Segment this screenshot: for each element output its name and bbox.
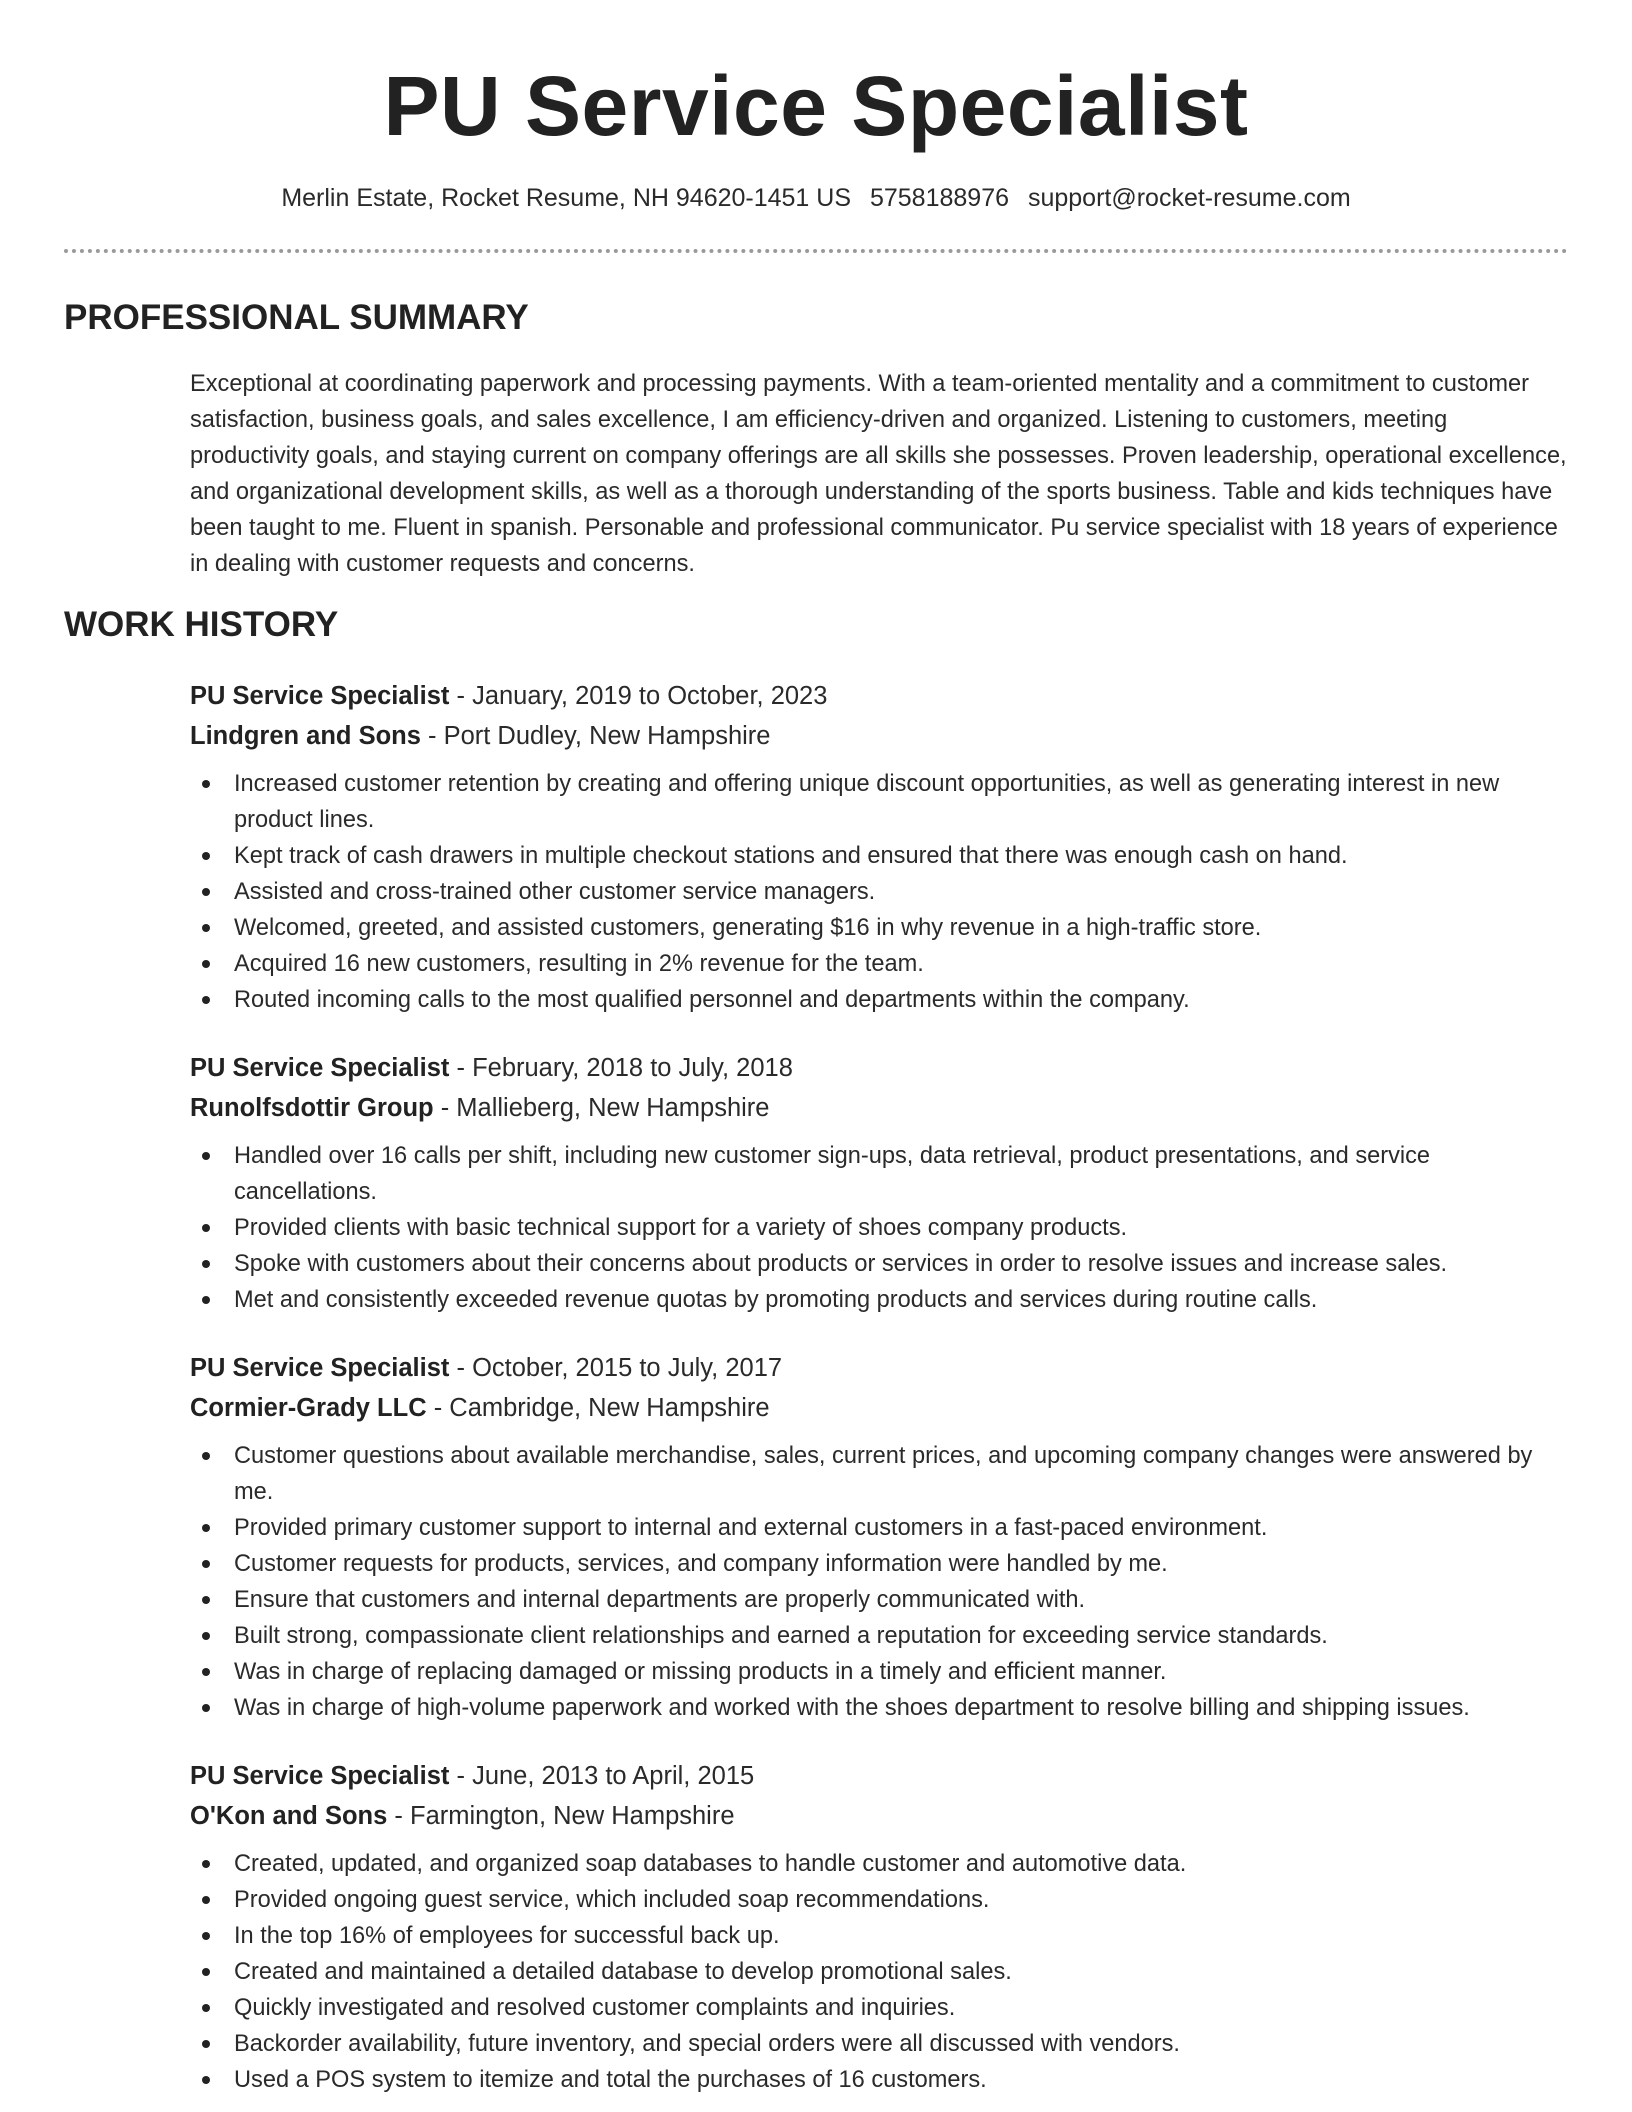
job-dates: - October, 2015 to July, 2017 bbox=[449, 1354, 783, 1382]
work-history-heading: WORK HISTORY bbox=[64, 605, 339, 644]
job-dates: - February, 2018 to July, 2018 bbox=[449, 1054, 793, 1082]
contact-address: Merlin Estate, Rocket Resume, NH 94620-1451 US bbox=[281, 184, 852, 212]
resume-page bbox=[64, 0, 1568, 2093]
job-bullet: In the top 16% of employees for successful back up. bbox=[190, 1918, 1570, 1954]
job-company: O'Kon and Sons bbox=[190, 1802, 388, 1830]
contact-line bbox=[64, 181, 1568, 215]
job-bullet: Increased customer retention by creating and offering unique discount opportunities, as well as generating interest in new product lines. bbox=[190, 766, 1570, 838]
summary-heading: PROFESSIONAL SUMMARY bbox=[64, 298, 529, 337]
job-bullet: Used a POS system to itemize and total the purchases of 16 customers. bbox=[190, 2062, 1570, 2098]
job-bullet-list bbox=[190, 1138, 1570, 1318]
job-role: PU Service Specialist bbox=[190, 1054, 450, 1082]
job-company-line bbox=[190, 1388, 1570, 1428]
job-bullet: Quickly investigated and resolved customer complaints and inquiries. bbox=[190, 1990, 1570, 2026]
job-bullet: Customer questions about available merchandise, sales, current prices, and upcoming company changes were answered by me. bbox=[190, 1438, 1570, 1510]
job-company: Lindgren and Sons bbox=[190, 722, 421, 750]
job-role: PU Service Specialist bbox=[190, 1354, 450, 1382]
job-bullet: Met and consistently exceeded revenue quotas by promoting products and services during routine calls. bbox=[190, 1282, 1570, 1318]
job-bullet: Welcomed, greeted, and assisted customers, generating $16 in why revenue in a high-traffic store. bbox=[190, 910, 1570, 946]
work-history-list bbox=[190, 676, 1570, 2112]
job-entry bbox=[190, 1756, 1570, 2098]
job-company-line bbox=[190, 1088, 1570, 1128]
job-company: Cormier-Grady LLC bbox=[190, 1394, 427, 1422]
job-bullet: Created and maintained a detailed database to develop promotional sales. bbox=[190, 1954, 1570, 1990]
job-bullet: Provided ongoing guest service, which included soap recommendations. bbox=[190, 1882, 1570, 1918]
job-bullet: Built strong, compassionate client relationships and earned a reputation for exceeding service standards. bbox=[190, 1618, 1570, 1654]
job-bullet-list bbox=[190, 766, 1570, 1018]
job-entry bbox=[190, 1348, 1570, 1726]
contact-email: support@rocket-resume.com bbox=[1027, 184, 1351, 212]
job-bullet: Assisted and cross-trained other customer service managers. bbox=[190, 874, 1570, 910]
job-bullet: Created, updated, and organized soap databases to handle customer and automotive data. bbox=[190, 1846, 1570, 1882]
job-bullet: Ensure that customers and internal departments are properly communicated with. bbox=[190, 1582, 1570, 1618]
job-bullet-list bbox=[190, 1846, 1570, 2098]
job-bullet: Kept track of cash drawers in multiple checkout stations and ensured that there was enough cash on hand. bbox=[190, 838, 1570, 874]
job-company-line bbox=[190, 1796, 1570, 1836]
job-location: - Port Dudley, New Hampshire bbox=[420, 722, 771, 750]
job-title-line bbox=[190, 1048, 1570, 1088]
job-dates: - June, 2013 to April, 2015 bbox=[449, 1762, 755, 1790]
job-location: - Farmington, New Hampshire bbox=[387, 1802, 735, 1830]
job-company: Runolfsdottir Group bbox=[190, 1094, 434, 1122]
header-divider bbox=[64, 249, 1568, 253]
job-role: PU Service Specialist bbox=[190, 1762, 450, 1790]
job-bullet: Customer requests for products, services, and company information were handled by me. bbox=[190, 1546, 1570, 1582]
job-bullet: Was in charge of replacing damaged or missing products in a timely and efficient manner. bbox=[190, 1654, 1570, 1690]
job-bullet: Acquired 16 new customers, resulting in 2% revenue for the team. bbox=[190, 946, 1570, 982]
job-bullet: Routed incoming calls to the most qualified personnel and departments within the company. bbox=[190, 982, 1570, 1018]
job-bullet: Provided primary customer support to internal and external customers in a fast-paced environment. bbox=[190, 1510, 1570, 1546]
job-title-line bbox=[190, 1348, 1570, 1388]
job-dates: - January, 2019 to October, 2023 bbox=[449, 682, 828, 710]
job-bullet: Handled over 16 calls per shift, including new customer sign-ups, data retrieval, product presentations, and service cancellations. bbox=[190, 1138, 1570, 1210]
job-company-line bbox=[190, 716, 1570, 756]
job-bullet: Provided clients with basic technical support for a variety of shoes company products. bbox=[190, 1210, 1570, 1246]
job-location: - Cambridge, New Hampshire bbox=[426, 1394, 770, 1422]
job-entry bbox=[190, 1048, 1570, 1318]
resume-name: PU Service Specialist bbox=[383, 59, 1249, 153]
contact-phone: 5758188976 bbox=[869, 184, 1010, 212]
job-title-line bbox=[190, 676, 1570, 716]
job-bullet-list bbox=[190, 1438, 1570, 1726]
job-bullet: Spoke with customers about their concerns about products or services in order to resolve issues and increase sales. bbox=[190, 1246, 1570, 1282]
job-bullet: Backorder availability, future inventory, and special orders were all discussed with vendors. bbox=[190, 2026, 1570, 2062]
job-role: PU Service Specialist bbox=[190, 682, 450, 710]
summary-text: Exceptional at coordinating paperwork and processing payments. With a team-oriented mentality and a commitment to customer satisfaction, business goals, and sales excellence, I am efficiency-driven and organized. Listening to customers, meeting productivity goals, and staying current on company offerings are all skills she possesses. Proven leadership, operational excellence, and organizational development skills, as well as a thorough understanding of the sports business. Table and kids techniques have been taught to me. Fluent in spanish. Personable and professional communicator. Pu service specialist with 18 years of experience in dealing with customer requests and concerns. bbox=[190, 371, 1567, 577]
job-title-line bbox=[190, 1756, 1570, 1796]
job-entry bbox=[190, 676, 1570, 1018]
job-bullet: Was in charge of high-volume paperwork and worked with the shoes department to resolve billing and shipping issues. bbox=[190, 1690, 1570, 1726]
job-location: - Mallieberg, New Hampshire bbox=[433, 1094, 770, 1122]
